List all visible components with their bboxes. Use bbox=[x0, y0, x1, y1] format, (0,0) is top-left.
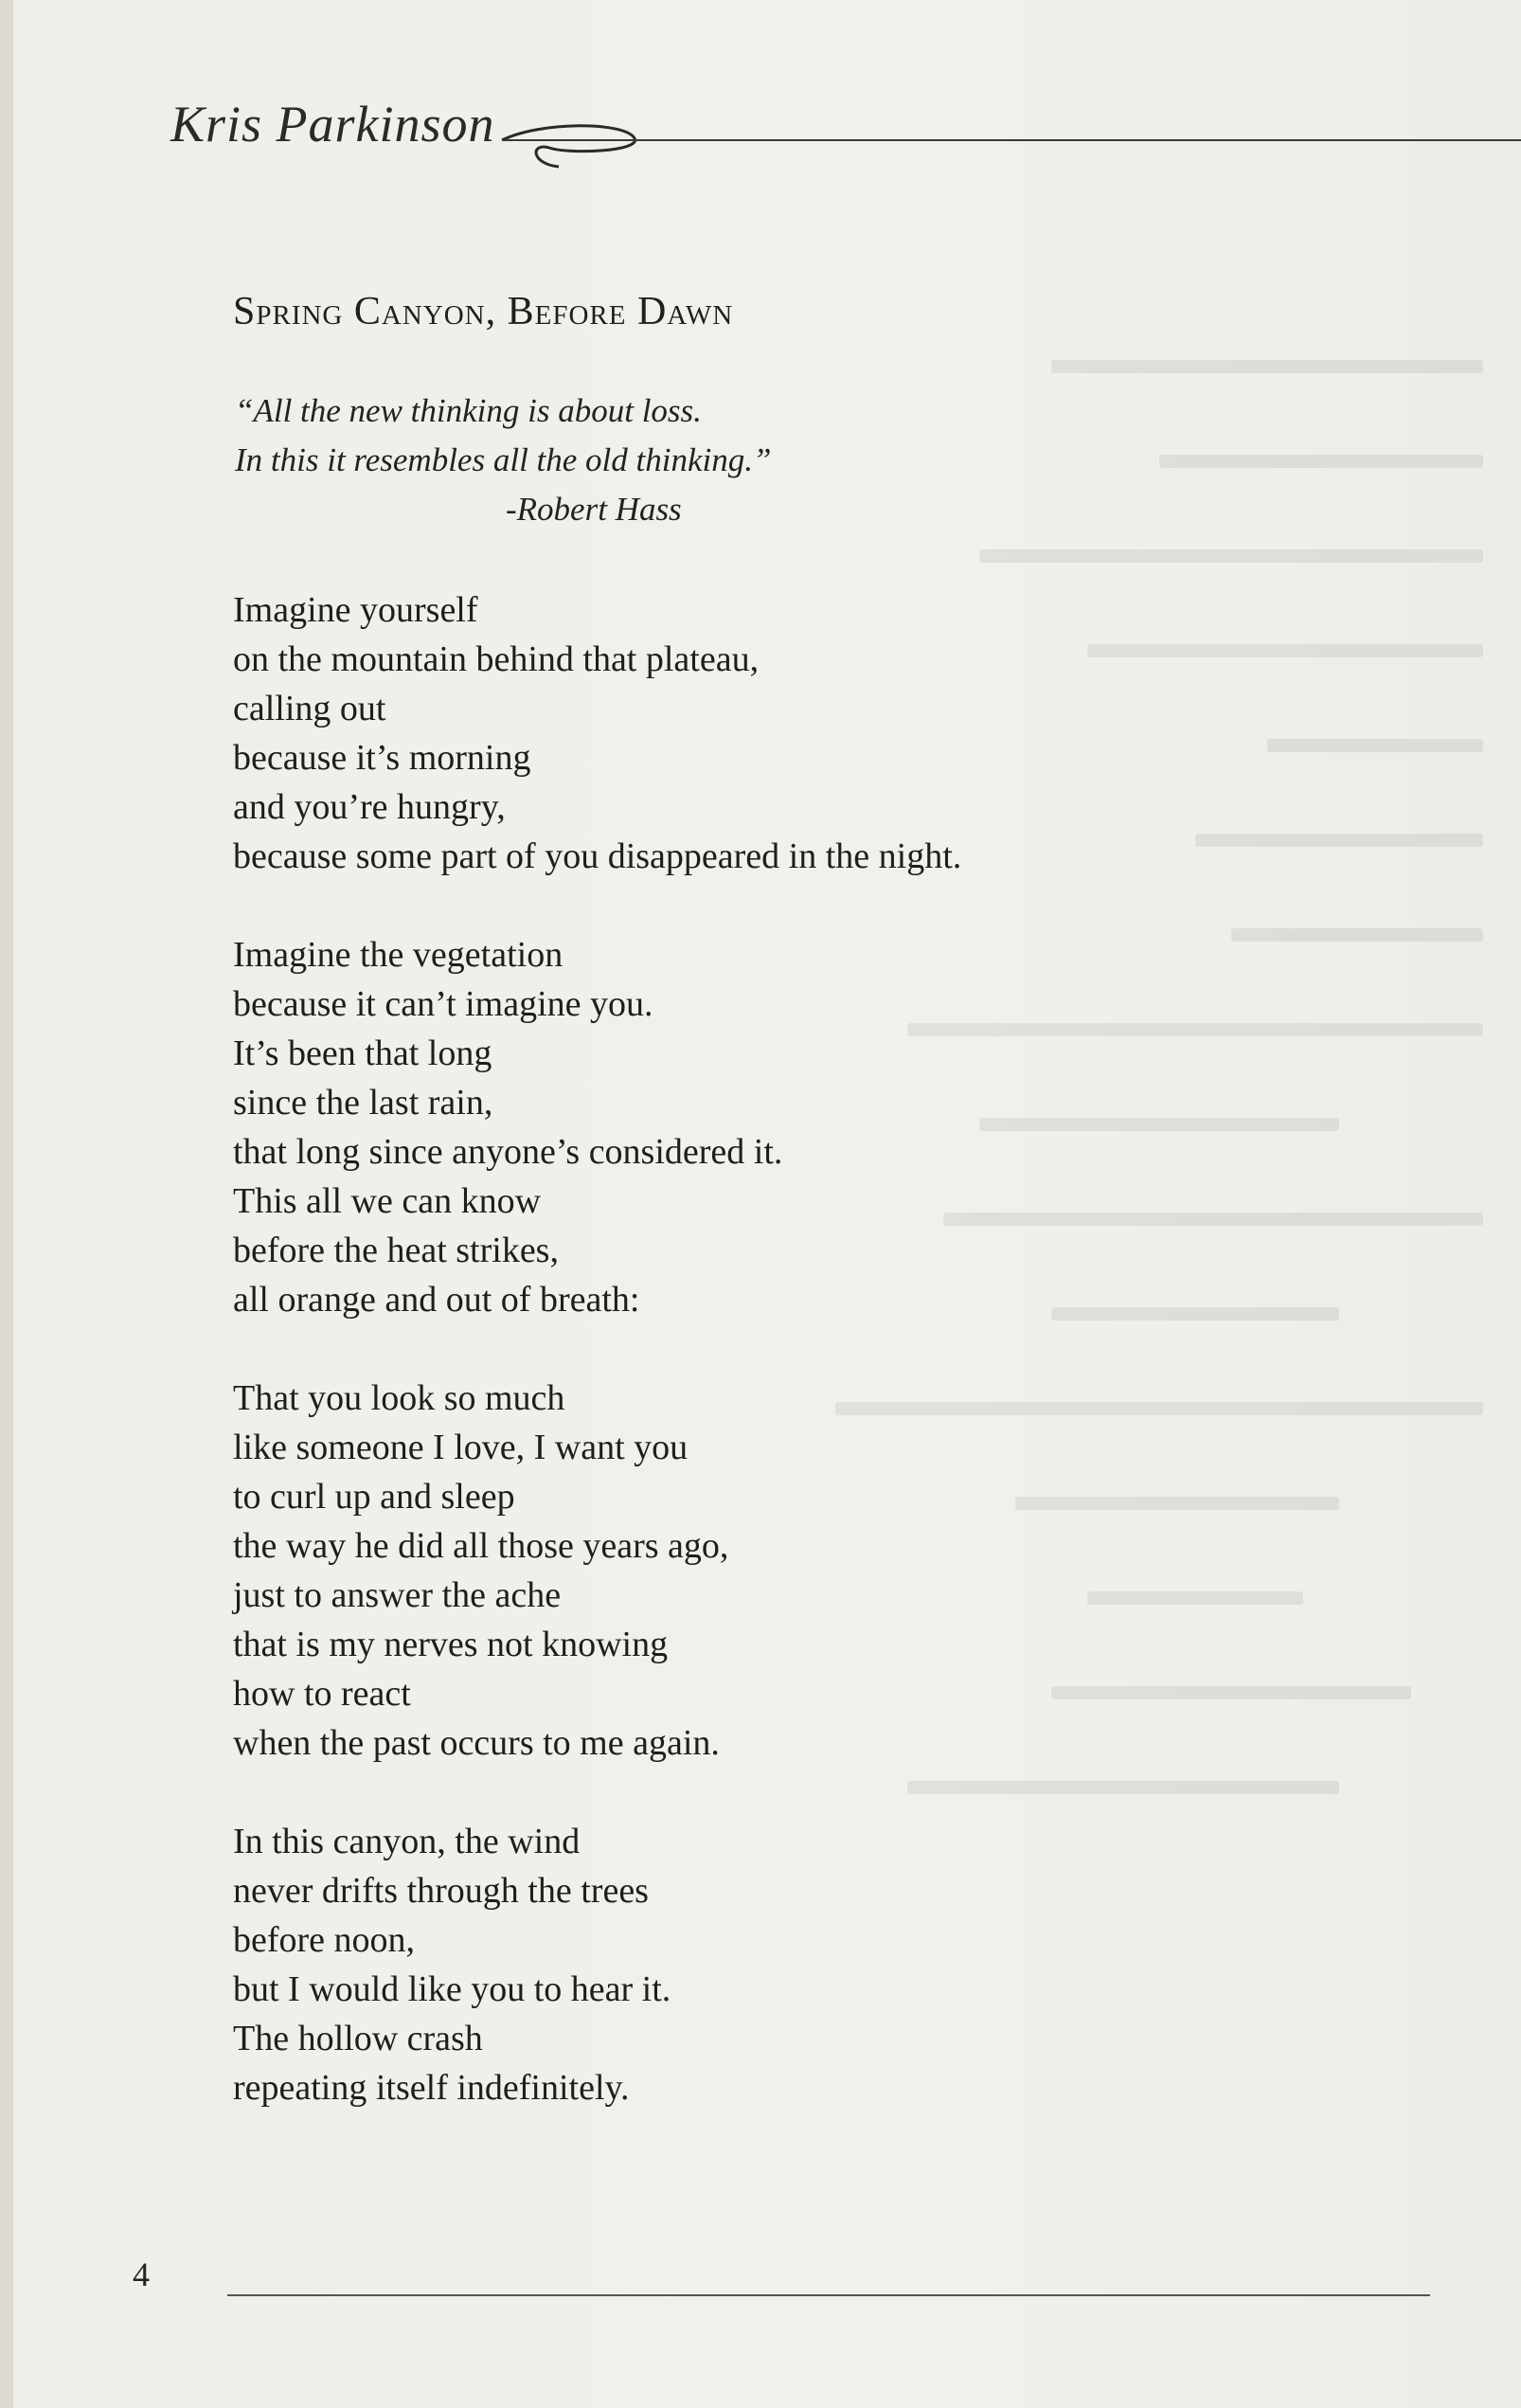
poem-line: just to answer the ache bbox=[233, 1575, 562, 1615]
poem-line: repeating itself indefinitely. bbox=[233, 2068, 630, 2108]
poem-line: but I would like you to hear it. bbox=[233, 1969, 671, 2009]
page-number: 4 bbox=[133, 2255, 150, 2293]
poem-line: the way he did all those years ago, bbox=[233, 1526, 729, 1566]
poem-line: calling out bbox=[233, 689, 386, 728]
poem-line: when the past occurs to me again. bbox=[233, 1723, 720, 1763]
flourish-icon bbox=[492, 112, 663, 197]
poem-line: all orange and out of breath: bbox=[233, 1280, 640, 1320]
stanza-4 bbox=[233, 1817, 671, 2112]
poem-line: how to react bbox=[233, 1674, 411, 1714]
poem-title: Spring Canyon, Before Dawn bbox=[233, 290, 734, 333]
stanza-1 bbox=[233, 585, 961, 881]
poem-line: and you’re hungry, bbox=[233, 787, 506, 827]
poem-line: because some part of you disappeared in the night. bbox=[233, 836, 962, 876]
poem-line: This all we can know bbox=[233, 1181, 542, 1221]
epigraph bbox=[235, 386, 771, 534]
page-binding-edge bbox=[0, 0, 13, 2408]
poem-line: because it’s morning bbox=[233, 738, 531, 778]
poem-line: like someone I love, I want you bbox=[233, 1428, 689, 1467]
epigraph-line: In this it resembles all the old thinking.” bbox=[235, 441, 772, 478]
poem-line: to curl up and sleep bbox=[233, 1477, 515, 1517]
poem-line: because it can’t imagine you. bbox=[233, 984, 653, 1024]
epigraph-line: “All the new thinking is about loss. bbox=[235, 392, 702, 429]
poem-line: never drifts through the trees bbox=[233, 1871, 649, 1911]
poem-line: It’s been that long bbox=[233, 1033, 492, 1073]
header-rule bbox=[502, 139, 1521, 141]
poem-line: since the last rain, bbox=[233, 1083, 493, 1123]
poem-line: on the mountain behind that plateau, bbox=[233, 639, 760, 679]
poem-line: Imagine the vegetation bbox=[233, 935, 564, 975]
stanza-2 bbox=[233, 930, 782, 1324]
poem-line: that long since anyone’s considered it. bbox=[233, 1132, 783, 1172]
poem-line: In this canyon, the wind bbox=[233, 1822, 581, 1861]
poem-line: The hollow crash bbox=[233, 2019, 483, 2058]
poem-line: before noon, bbox=[233, 1920, 416, 1960]
poem-line: that is my nerves not knowing bbox=[233, 1625, 669, 1664]
footer-rule bbox=[227, 2294, 1430, 2296]
poem-line: before the heat strikes, bbox=[233, 1231, 559, 1270]
stanza-3 bbox=[233, 1374, 728, 1768]
poem-line: That you look so much bbox=[233, 1378, 565, 1418]
poem-line: Imagine yourself bbox=[233, 590, 478, 630]
author-name: Kris Parkinson bbox=[170, 96, 495, 153]
epigraph-attribution: -Robert Hass bbox=[506, 491, 682, 528]
